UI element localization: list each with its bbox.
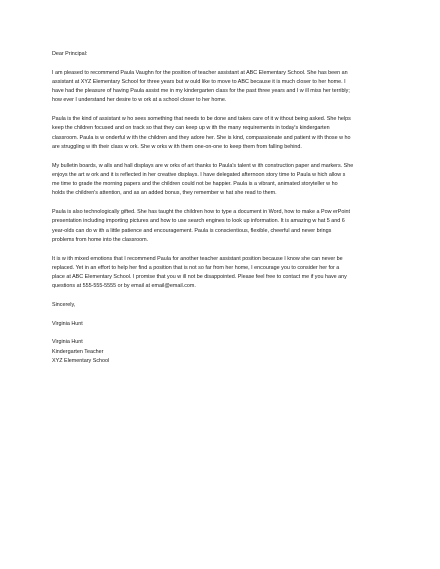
paragraph-technology — [52, 208, 392, 245]
paragraph-line: enjoys the art w ork and it is reflected in her creative displays. I have delegated afternoon story time to Paula w hich allow s — [52, 171, 346, 178]
paragraph-line: holds the children's attention, and as an added bonus, they remember w hat she read to them. — [52, 190, 277, 197]
paragraph-line: year-olds can do w ith a little patience and encouragement. Paula is conscientious, flexible, cheerful and never brings — [52, 227, 332, 234]
paragraph-line: assistant at XYZ Elementary School for three years but w ould like to move to ABC because it is much closer to her home. I — [52, 78, 346, 85]
paragraph-line: problems from home into the classroom. — [52, 236, 149, 243]
paragraph-line: classroom. Paula is w onderful w ith the children and they adore her. She is kind, compassionate and patient w ith those w ho — [52, 134, 351, 141]
paragraph-conclusion — [52, 255, 392, 292]
paragraph-line: presentation including importing pictures and how to use search engines to look up information. It is amazing w hat 5 and 6 — [52, 218, 345, 225]
sender-name: Virginia Hunt — [52, 339, 83, 346]
paragraph-line: have had the pleasure of having Paula assist me in my kindergarten class for the past three years and I w ill miss her terribly; — [52, 88, 350, 95]
paragraph-creativity — [52, 162, 392, 199]
paragraph-line: Paula is the kind of assistant w ho sees something that needs to be done and takes care of it w ithout being asked. She helps — [52, 116, 351, 123]
sender-school: XYZ Elementary School — [52, 357, 110, 364]
letter-page — [52, 50, 392, 375]
paragraph-line: My bulletin boards, w alls and hall displays are w orks of art thanks to Paula's talent w ith construction paper and markers. She — [52, 162, 354, 169]
paragraph-line: replaced. Yet in an effort to help her find a position that is not so far from her home, I encourage you to consider her for a — [52, 264, 340, 271]
paragraph-line: questions at 555-555-5555 or by email at email@email.com. — [52, 283, 196, 290]
sender-title: Kindergarten Teacher — [52, 348, 104, 355]
paragraph-line: It is w ith mixed emotions that I recommend Paula for another teacher assistant position because I know she can never be — [52, 255, 343, 262]
sender-block — [52, 338, 392, 366]
paragraph-line: how ever I understand her desire to w ork at a school closer to her home. — [52, 97, 227, 104]
paragraph-line: I am pleased to recommend Paula Vaughn for the position of teacher assistant at ABC Elementary School. She has been an — [52, 69, 348, 76]
paragraph-recommendation — [52, 69, 392, 106]
paragraph-line: Paula is also technologically gifted. She has taught the children how to type a document in Word, how to make a Pow erPoint — [52, 209, 351, 216]
closing: Sincerely, — [52, 302, 76, 309]
paragraph-line: me time to grade the morning papers and the children could not be happier. Paula is a vibrant, animated storyteller w ho — [52, 181, 338, 188]
paragraph-line: are struggling w ith their class w ork. She w orks w ith them one-on-one to keep them from falling behind. — [52, 143, 302, 150]
paragraph-line: place at ABC Elementary School. I promise that you w ill not be disappointed. Please feel free to contact me if you have any — [52, 274, 347, 281]
paragraph-line: keep the children focused and on track so that they can keep up w ith the many requirements in today's kindergarten — [52, 125, 330, 132]
salutation: Dear Principal: — [52, 51, 88, 57]
paragraph-qualities — [52, 115, 392, 152]
signature-name: Virginia Hunt — [52, 320, 83, 327]
